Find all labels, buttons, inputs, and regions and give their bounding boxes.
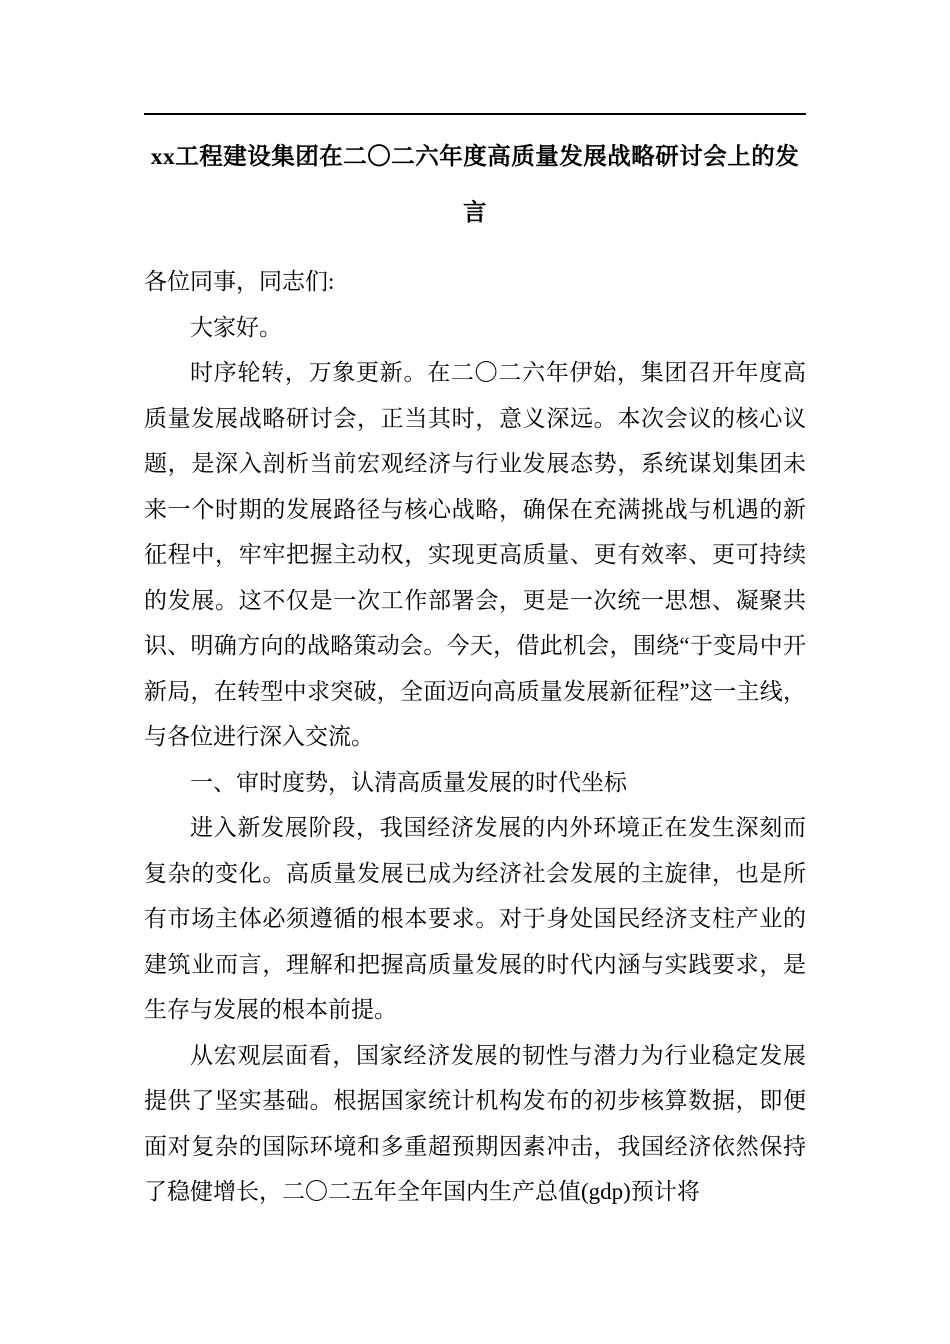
document-title: xx工程建设集团在二〇二六年度高质量发展战略研讨会上的发言 — [150, 144, 800, 226]
document-body — [144, 259, 806, 1215]
paragraph: 大家好。 — [190, 314, 282, 340]
paragraph: 时序轮转，万象更新。在二〇二六年伊始，集团召开年度高质量发展战略研讨会，正当其时，意义深远。本次会议的核心议题，是深入剖析当前宏观经济与行业发展态势，系统谋划集团未来一个时期的发展路径与核心战略，确保在充满挑战与机遇的新征程中，牢牢把握主动权，实现更高质量、更有效率、更可持续的发展。这不仅是一次工作部署会，更是一次统一思想、凝聚共识、明确方向的战略策动会。今天，借此机会，围绕“于变局中开新局，在转型中求突破，全面迈向高质量发展新征程”这一主线，与各位进行深入交流。 — [144, 360, 806, 749]
paragraph: 一、审时度势，认清高质量发展的时代坐标 — [190, 769, 627, 795]
paragraph: 各位同事，同志们: — [144, 269, 335, 294]
header-rule — [144, 113, 806, 115]
paragraph: 从宏观层面看，国家经济发展的韧性与潜力为行业稳定发展提供了坚实基础。根据国家统计机构发布的初步核算数据，即便面对复杂的国际环境和多重超预期因素冲击，我国经济依然保持了稳健增长，二〇二五年全年国内生产总值(gdp)预计将 — [144, 1042, 806, 1204]
document-content — [144, 0, 806, 1215]
paragraph: 进入新发展阶段，我国经济发展的内外环境正在发生深刻而复杂的变化。高质量发展已成为经济社会发展的主旋律，也是所有市场主体必须遵循的根本要求。对于身处国民经济支柱产业的建筑业而言，理解和把握高质量发展的时代内涵与实践要求，是生存与发展的根本前提。 — [144, 815, 806, 1022]
